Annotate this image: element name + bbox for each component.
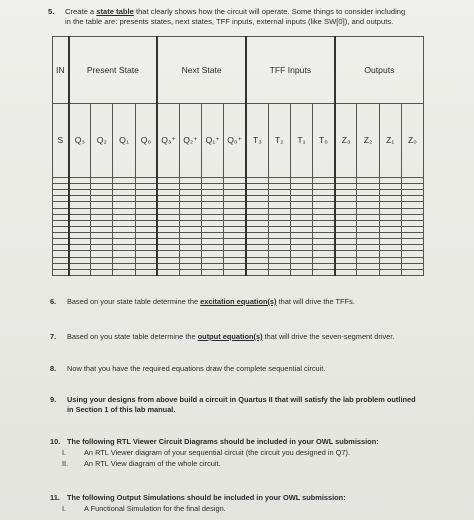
- column-header: T₃: [246, 104, 268, 178]
- column-header: Q₁: [113, 104, 135, 178]
- question-text: Now that you have the required equations draw the complete sequential circuit.: [67, 364, 326, 373]
- question-text: that will drive the TFFs.: [278, 297, 355, 306]
- roman-numeral: II.: [62, 459, 69, 468]
- question-5: [48, 7, 458, 27]
- group-header-present-state: Present State: [69, 37, 158, 104]
- question-10: [50, 437, 462, 447]
- table-cell[interactable]: [224, 269, 246, 275]
- question-text: The following RTL Viewer Circuit Diagrams should be included in your OWL submission:: [67, 437, 379, 446]
- table-cell[interactable]: [335, 269, 357, 275]
- question-text: Based on your state table determine the: [67, 297, 199, 306]
- question-text: Create a: [65, 7, 95, 16]
- table-cell[interactable]: [179, 269, 201, 275]
- group-header-in: IN: [53, 37, 69, 104]
- column-header: Q₀: [135, 104, 157, 178]
- question-9: [50, 395, 462, 415]
- group-header-row: [53, 37, 424, 104]
- table-cell[interactable]: [202, 269, 224, 275]
- column-header: Z₃: [335, 104, 357, 178]
- question-number: 10.: [50, 437, 61, 446]
- question-text-line2: in Section 1 of this lab manual.: [67, 405, 176, 414]
- table-cell[interactable]: [313, 269, 335, 275]
- table-row: [53, 269, 424, 275]
- question-11: [50, 493, 462, 503]
- item-text: An RTL Viewer diagram of your sequential circuit (the circuit you designed in Q7).: [84, 448, 351, 457]
- column-header: T₁: [290, 104, 312, 178]
- question-number: 11.: [50, 493, 60, 502]
- table-cell[interactable]: [135, 269, 157, 275]
- column-header: Q₁⁺: [202, 104, 224, 178]
- column-header: Q₂: [91, 104, 113, 178]
- question-text: that will drive the seven-segment driver.: [264, 332, 395, 341]
- column-header: Z₁: [379, 104, 401, 178]
- group-header-outputs: Outputs: [335, 37, 424, 104]
- column-header: T₂: [268, 104, 290, 178]
- item-text: An RTL View diagram of the whole circuit.: [84, 459, 221, 468]
- item-text: A Functional Simulation for the final design.: [84, 504, 226, 513]
- state-table: [52, 36, 424, 276]
- question-6: [50, 297, 462, 307]
- column-header: Q₂⁺: [179, 104, 201, 178]
- question-7: [50, 332, 462, 342]
- question-text: Based on you state table determine the: [67, 332, 196, 341]
- question-text: that clearly shows how the circuit will operate. Some things to consider including: [135, 7, 406, 16]
- table-cell[interactable]: [379, 269, 401, 275]
- column-header-row: [53, 104, 424, 178]
- state-table-term: state table: [96, 7, 134, 16]
- table-cell[interactable]: [53, 269, 69, 275]
- column-header: Q₀⁺: [224, 104, 246, 178]
- question-8: [50, 364, 462, 374]
- question-number: 5.: [48, 7, 55, 16]
- question-11-item-1: [62, 504, 226, 514]
- column-header: Z₀: [401, 104, 423, 178]
- question-number: 6.: [50, 297, 57, 306]
- question-text: The following Output Simulations should be included in your OWL submission:: [67, 493, 346, 502]
- table-cell[interactable]: [113, 269, 135, 275]
- table-cell[interactable]: [157, 269, 179, 275]
- question-text: Using your designs from above build a circuit in Quartus II that will satisfy the lab problem outlined: [67, 395, 416, 404]
- table-cell[interactable]: [401, 269, 423, 275]
- roman-numeral: I.: [62, 504, 67, 513]
- table-cell[interactable]: [357, 269, 379, 275]
- excitation-equations-term: excitation equation(s): [200, 297, 277, 306]
- question-number: 9.: [50, 395, 57, 404]
- group-header-tff-inputs: TFF Inputs: [246, 37, 335, 104]
- question-10-item-1: [62, 448, 350, 458]
- question-10-item-2: [62, 459, 221, 469]
- question-number: 8.: [50, 364, 57, 373]
- question-number: 7.: [50, 332, 57, 341]
- question-text-line2: in the table are: presents states, next states, TFF inputs, external inputs (like SW[0]), and outputs.: [65, 17, 394, 26]
- table-cell[interactable]: [268, 269, 290, 275]
- output-equations-term: output equation(s): [197, 332, 263, 341]
- table-cell[interactable]: [290, 269, 312, 275]
- table-cell[interactable]: [91, 269, 113, 275]
- table-cell[interactable]: [69, 269, 91, 275]
- column-header: Q₃: [69, 104, 91, 178]
- table-cell[interactable]: [246, 269, 268, 275]
- column-header: Q₃⁺: [157, 104, 179, 178]
- roman-numeral: I.: [62, 448, 67, 457]
- group-header-next-state: Next State: [157, 37, 246, 104]
- column-header: Z₂: [357, 104, 379, 178]
- column-header: T₀: [313, 104, 335, 178]
- column-header: S: [53, 104, 69, 178]
